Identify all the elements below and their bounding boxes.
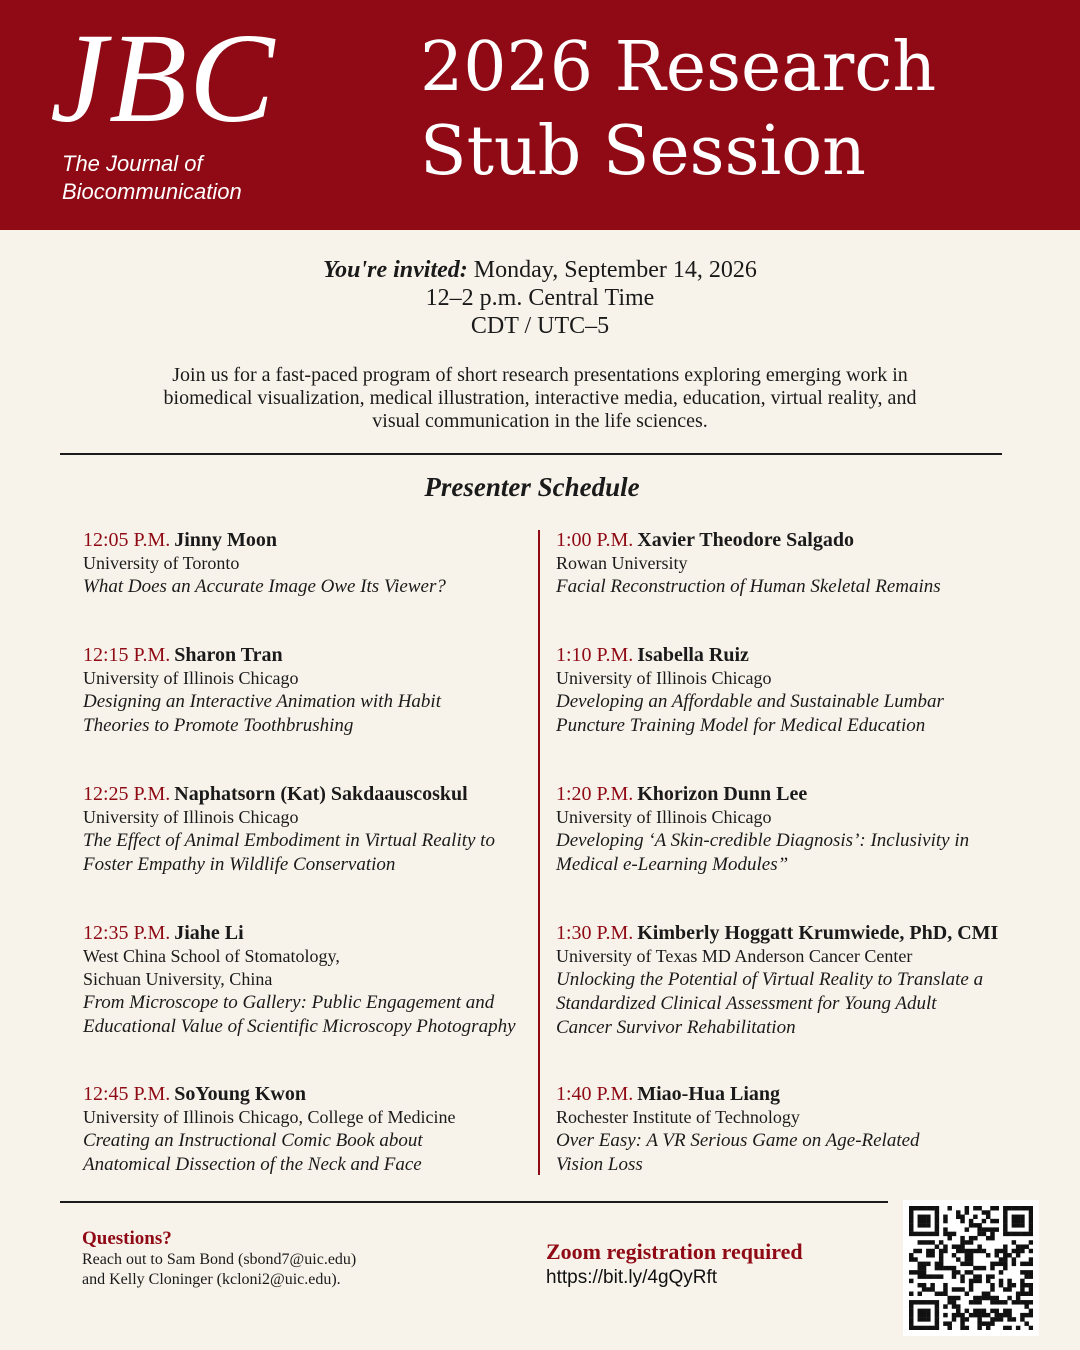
schedule-entry-heading bbox=[83, 921, 533, 945]
schedule-entry-heading bbox=[556, 782, 1026, 806]
presentation-title: Educational Value of Scientific Microscopy Photography bbox=[83, 1016, 516, 1037]
schedule-entry-heading bbox=[556, 643, 1026, 667]
jbc-logo: JBC bbox=[50, 7, 277, 149]
presentation-title: Standardized Clinical Assessment for Young Adult bbox=[556, 993, 937, 1014]
presentation-title: The Effect of Animal Embodiment in Virtual Reality to bbox=[83, 830, 495, 851]
presentation-title: Puncture Training Model for Medical Education bbox=[556, 715, 926, 736]
presentation-title: Designing an Interactive Animation with Habit bbox=[83, 691, 441, 712]
presentation-title: Developing ‘A Skin-credible Diagnosis’: Inclusivity in bbox=[556, 830, 970, 851]
questions-heading: Questions? bbox=[82, 1228, 172, 1249]
questions-block bbox=[82, 1228, 522, 1290]
journal-name-line1: The Journal of bbox=[62, 151, 203, 176]
presenter-name: Isabella Ruiz bbox=[637, 644, 749, 666]
questions-contact-line1[interactable]: Reach out to Sam Bond (sbond7@uic.edu) bbox=[82, 1251, 357, 1268]
schedule-entry-heading bbox=[556, 921, 1026, 945]
presenter-name: Xavier Theodore Salgado bbox=[637, 529, 854, 551]
schedule-entry bbox=[556, 1082, 1026, 1177]
presenter-affiliation: University of Illinois Chicago, College of Medicine bbox=[83, 1107, 456, 1127]
presenter-affiliation: University of Illinois Chicago bbox=[556, 807, 772, 827]
presenter-affiliation: Rochester Institute of Technology bbox=[556, 1107, 800, 1127]
presentation-title: From Microscope to Gallery: Public Engagement and bbox=[83, 992, 495, 1013]
presentation-time: 1:40 P.M. bbox=[556, 1083, 634, 1105]
presentation-title: Facial Reconstruction of Human Skeletal Remains bbox=[556, 576, 941, 597]
event-date: Monday, September 14, 2026 bbox=[473, 257, 757, 283]
zoom-registration-block bbox=[546, 1238, 876, 1290]
schedule-entry-heading bbox=[556, 1082, 1026, 1106]
schedule-entry-heading bbox=[83, 643, 533, 667]
presenter-name: Khorizon Dunn Lee bbox=[637, 783, 808, 805]
presenter-name: Jiahe Li bbox=[174, 922, 244, 944]
presentation-time: 12:15 P.M. bbox=[83, 644, 171, 666]
event-timezone: CDT / UTC–5 bbox=[470, 313, 610, 339]
page-title-line2: Stub Session bbox=[420, 112, 866, 191]
presenter-name: Jinny Moon bbox=[174, 529, 278, 551]
schedule-entry-heading bbox=[83, 782, 533, 806]
schedule-entry-heading bbox=[556, 528, 1026, 552]
presentation-time: 12:25 P.M. bbox=[83, 783, 171, 805]
journal-name-line2: Biocommunication bbox=[62, 179, 242, 204]
presentation-title: Foster Empathy in Wildlife Conservation bbox=[83, 854, 396, 875]
schedule-entry bbox=[83, 528, 533, 599]
zoom-heading: Zoom registration required bbox=[546, 1239, 803, 1264]
schedule-title: Presenter Schedule bbox=[424, 472, 640, 502]
schedule-entry bbox=[556, 782, 1026, 877]
qr-code-icon[interactable] bbox=[903, 1200, 1039, 1336]
presentation-title: Over Easy: A VR Serious Game on Age-Related bbox=[556, 1130, 920, 1151]
presentation-time: 1:30 P.M. bbox=[556, 922, 634, 944]
presenter-name: Sharon Tran bbox=[174, 644, 283, 666]
presenter-affiliation: University of Illinois Chicago bbox=[83, 668, 299, 688]
presentation-title: Medical e-Learning Modules” bbox=[556, 854, 789, 875]
presenter-affiliation: University of Toronto bbox=[83, 553, 240, 573]
presentation-time: 1:10 P.M. bbox=[556, 644, 634, 666]
presenter-name: Naphatsorn (Kat) Sakdaauscoskul bbox=[174, 783, 468, 805]
presenter-affiliation: Sichuan University, China bbox=[83, 969, 273, 989]
schedule-entry bbox=[556, 643, 1026, 738]
event-time: 12–2 p.m. Central Time bbox=[425, 285, 655, 311]
invitation-date-line bbox=[0, 256, 1080, 284]
presentation-title: Anatomical Dissection of the Neck and Face bbox=[83, 1154, 422, 1175]
presentation-title: Theories to Promote Toothbrushing bbox=[83, 715, 354, 736]
schedule-entry bbox=[83, 921, 533, 1039]
presentation-title: What Does an Accurate Image Owe Its Viewer? bbox=[83, 576, 446, 597]
schedule-entry bbox=[83, 1082, 533, 1177]
zoom-registration-link[interactable]: https://bit.ly/4gQyRft bbox=[546, 1267, 718, 1288]
presentation-time: 12:35 P.M. bbox=[83, 922, 171, 944]
page-title bbox=[420, 26, 1060, 194]
presenter-name: SoYoung Kwon bbox=[174, 1083, 306, 1105]
schedule-entry bbox=[83, 782, 533, 877]
presenter-name: Kimberly Hoggatt Krumwiede, PhD, CMI bbox=[637, 922, 999, 944]
divider-top bbox=[60, 453, 1002, 455]
presenter-affiliation: Rowan University bbox=[556, 553, 688, 573]
schedule-entry bbox=[556, 921, 1026, 1040]
presentation-time: 1:00 P.M. bbox=[556, 529, 634, 551]
presentation-title: Unlocking the Potential of Virtual Reality to Translate a bbox=[556, 969, 984, 990]
schedule-entry bbox=[83, 643, 533, 738]
presentation-title: Developing an Affordable and Sustainable Lumbar bbox=[556, 691, 944, 712]
presentation-time: 1:20 P.M. bbox=[556, 783, 634, 805]
journal-name bbox=[62, 150, 322, 206]
schedule-entry-heading bbox=[83, 528, 533, 552]
header-banner bbox=[0, 0, 1080, 230]
presentation-time: 12:05 P.M. bbox=[83, 529, 171, 551]
intro-paragraph: Join us for a fast-paced program of short research presentations exploring emerging work in biomedical visualization, medical illustration, interactive media, education, virtual reality, and visual communication in the life sciences. bbox=[163, 364, 917, 432]
presentation-time: 12:45 P.M. bbox=[83, 1083, 171, 1105]
presentation-title: Vision Loss bbox=[556, 1154, 643, 1175]
schedule-entry bbox=[556, 528, 1026, 599]
column-divider bbox=[538, 530, 540, 1175]
questions-contact-line2[interactable]: and Kelly Cloninger (kcloni2@uic.edu). bbox=[82, 1271, 341, 1288]
presentation-title: Cancer Survivor Rehabilitation bbox=[556, 1017, 796, 1038]
presenter-affiliation: University of Texas MD Anderson Cancer Center bbox=[556, 946, 913, 966]
presentation-title: Creating an Instructional Comic Book about bbox=[83, 1130, 423, 1151]
presenter-affiliation: University of Illinois Chicago bbox=[83, 807, 299, 827]
presenter-affiliation: West China School of Stomatology, bbox=[83, 946, 340, 966]
presenter-name: Miao-Hua Liang bbox=[637, 1083, 781, 1105]
qr-code-graphic bbox=[909, 1206, 1033, 1330]
schedule-entry-heading bbox=[83, 1082, 533, 1106]
presenter-affiliation: University of Illinois Chicago bbox=[556, 668, 772, 688]
divider-bottom bbox=[60, 1201, 888, 1203]
page-title-line1: 2026 Research bbox=[420, 28, 937, 107]
invitation-block bbox=[0, 256, 1080, 340]
invitation-lead: You're invited: bbox=[323, 257, 468, 283]
